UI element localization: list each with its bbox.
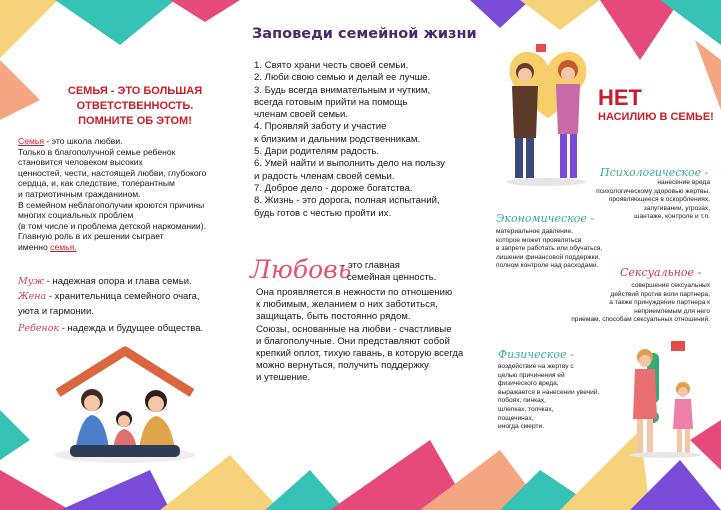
- description-line: целью причинения ей: [498, 371, 565, 379]
- commandment-line: будь готов с честью пройти их.: [254, 207, 392, 219]
- love-line: защищать, быть постоянно рядом.: [256, 311, 411, 323]
- description-line: пощечинах,: [498, 414, 534, 422]
- commandment-line: 2. Люби свою семью и делай ее лучше.: [254, 72, 431, 84]
- intro-line: ценностей, чести, настоящей любви, глубокого: [18, 167, 207, 178]
- description-line: приемам, способам сексуальных отношений.: [571, 316, 710, 324]
- love-line: крепкий оплот, тихую гавань, в которую всегда: [256, 348, 464, 360]
- role-term: Жена: [18, 291, 47, 302]
- arguing-couple-illustration: [498, 38, 598, 188]
- description-line: нанесение вреда: [657, 179, 710, 186]
- violence-type-description: [505, 282, 710, 325]
- intro-line: и патриотичным гражданином.: [18, 188, 141, 199]
- commandment-line: 4. Проявляй заботу и участие: [254, 121, 387, 133]
- commandment-line: 3. Будь всегда внимательным и чутким,: [254, 84, 431, 96]
- description-line: неприемлемым для него: [634, 307, 710, 315]
- role-text: - надежная опора и глава семьи.: [44, 276, 192, 287]
- intro-line: Только в благополучной семье ребенок: [18, 146, 176, 157]
- love-subheading-line: - это главная: [342, 260, 400, 271]
- description-line: действий против воли партнера,: [610, 290, 710, 298]
- role-husband: [18, 274, 243, 289]
- intro-term: Семья: [18, 136, 45, 146]
- violence-type-name: Физическое -: [498, 348, 574, 361]
- role-term: Ребенок: [18, 323, 60, 334]
- intro-line: (в том числе и проблема детской наркомании).: [18, 220, 206, 231]
- description-line: полном контроле над расходами.: [496, 262, 599, 270]
- commandment-line: 1. Свято храни честь своей семьи.: [254, 60, 409, 71]
- commandments-list: [254, 60, 484, 220]
- love-heading: Любовь: [250, 255, 352, 284]
- commandment-line: и радость членам своей семьи.: [254, 170, 395, 182]
- commandments-title: Заповеди семейной жизни: [252, 26, 477, 42]
- description-line: которое может проявляться: [496, 236, 582, 244]
- intro-line: Главную роль в их решении сыграет: [18, 231, 164, 242]
- love-subheading-line: семейная ценность.: [347, 272, 437, 283]
- family-intro-paragraph: [18, 136, 243, 253]
- commandment-line: 6. Умей найти и выполнить дело на пользу: [254, 158, 445, 170]
- love-line: и благополучные. Они представляют собой: [256, 335, 450, 347]
- intro-line: сердца, и, как следствие, толерантным: [18, 178, 175, 189]
- description-line: совершение сексуальных: [631, 282, 710, 289]
- intro-line: В семейном неблагополучии кроются причины: [18, 199, 205, 210]
- description-line: физического вреда,: [498, 380, 559, 388]
- description-line: психологическому здоровью жертвы,: [596, 187, 710, 195]
- intro-line: становится человеком высоких: [18, 157, 143, 168]
- intro-line: многих социальных проблем: [18, 210, 134, 221]
- description-line: лишении финансовой поддержки,: [496, 253, 600, 261]
- violence-type-description: [496, 228, 646, 271]
- description-line: проявляющееся в оскорблениях,: [608, 196, 710, 204]
- commandment-line: всегда готовым прийти на помощь: [254, 96, 408, 108]
- role-wife-cont: [18, 304, 243, 319]
- description-line: иногда смерти.: [498, 423, 545, 431]
- commandment-line: 8. Жизнь - это дорога, полная испытаний,: [254, 195, 440, 207]
- no-violence-title-line2: НАСИЛИЮ В СЕМЬЕ!: [598, 111, 714, 123]
- love-line: Она проявляется в нежности по отношению: [256, 287, 453, 298]
- role-text: - надежда и будущее общества.: [59, 323, 204, 334]
- no-violence-title-line1: НЕТ: [598, 85, 642, 110]
- family-house-illustration: [40, 345, 210, 465]
- commandment-line: 5. Дари родителям радость.: [254, 146, 380, 158]
- intro-line: - это школа любви.: [44, 136, 123, 146]
- left-headline: [40, 84, 230, 129]
- description-line: выражается в нанесении увечий,: [498, 388, 600, 396]
- description-line: а также принуждение партнера к: [609, 299, 710, 307]
- commandment-line: к близким и дальним родственникам.: [254, 133, 421, 145]
- role-text: - хранительница семейного очага,: [46, 291, 200, 302]
- description-line: побоях, пинках,: [498, 397, 546, 405]
- love-line: и утешение.: [256, 372, 311, 384]
- intro-line: именно: [18, 241, 51, 252]
- love-line: к любимым, желанием о них заботиться,: [256, 299, 438, 311]
- role-term: Муж: [18, 276, 45, 287]
- description-line: шлепках, толчках,: [498, 405, 554, 413]
- left-headline-line1: СЕМЬЯ - ЭТО БОЛЬШАЯ ОТВЕТСТВЕННОСТЬ.: [67, 85, 203, 112]
- intro-end: семья.: [50, 241, 77, 252]
- violence-type-description: [498, 363, 628, 432]
- love-line: Союзы, основанные на любви - счастливые: [256, 323, 452, 335]
- violence-type-name: Сексуальное -: [620, 266, 702, 279]
- love-subheading: [342, 260, 436, 284]
- role-child: [18, 321, 243, 336]
- left-headline-line2: ПОМНИТЕ ОБ ЭТОМ!: [78, 115, 192, 127]
- description-line: запугивании, угрозах,: [643, 204, 710, 212]
- violence-type-name: Экономическое -: [496, 212, 595, 225]
- role-text: уюта и гармонии.: [18, 306, 94, 317]
- commandment-line: 7. Доброе дело - дороже богатства.: [254, 182, 413, 194]
- love-paragraph: [256, 287, 486, 385]
- violence-type-name: Психологическое -: [600, 166, 709, 179]
- description-line: в запрете работать или обучаться,: [496, 245, 603, 253]
- description-line: материальное давление,: [496, 228, 573, 235]
- description-line: воздействие на жертву с: [498, 363, 574, 370]
- role-wife: [18, 289, 243, 304]
- description-line: шантаже, контроле и т.п.: [634, 213, 710, 221]
- mother-child-illustration: [625, 335, 710, 460]
- commandment-line: членам своей семьи.: [254, 109, 349, 121]
- love-line: можно вернуться, получить поддержку: [256, 360, 429, 372]
- family-roles: [18, 274, 243, 336]
- no-violence-title: [598, 86, 714, 124]
